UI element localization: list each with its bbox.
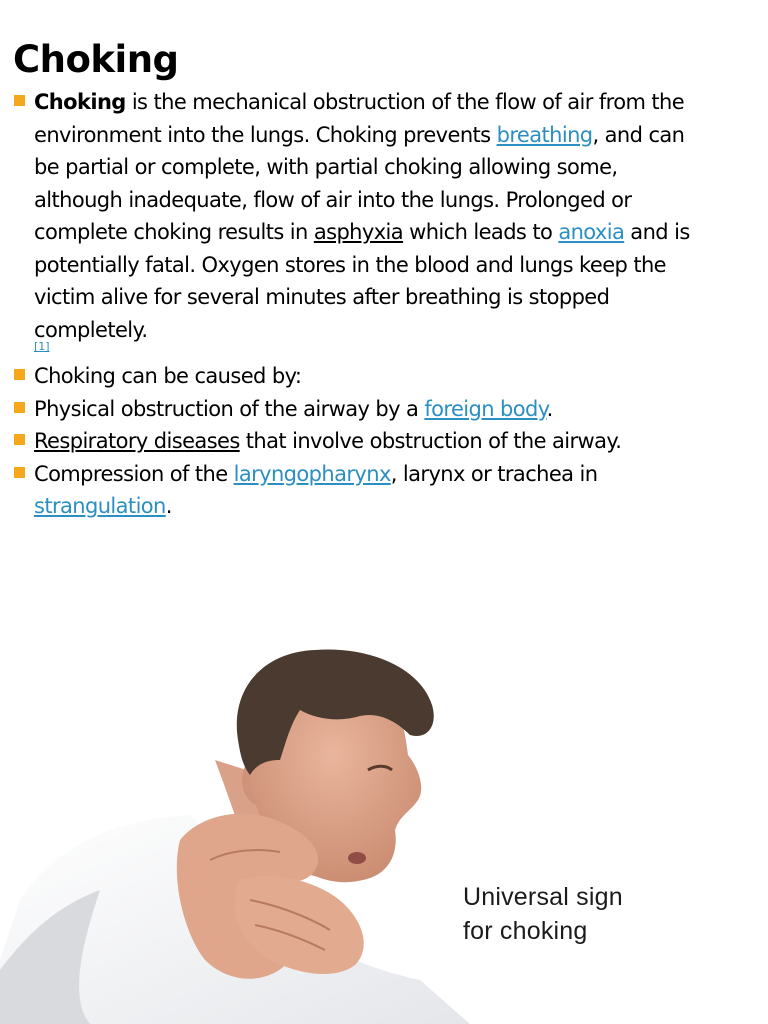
slide-title: Choking — [13, 38, 179, 81]
compression-text-2: , larynx or trachea in — [390, 461, 598, 486]
bullet-item-definition — [13, 86, 693, 354]
mouth-shape — [348, 852, 366, 864]
definition-text-2: , and can be partial or complete, with partial choking allowing some, although inadequate, flow of air into the lungs. Prolonged or complete choking results in — [34, 122, 685, 244]
choking-illustration — [0, 620, 768, 1024]
respiratory-diseases-term: Respiratory diseases — [34, 429, 240, 453]
square-bullet-icon — [14, 95, 25, 106]
laryngopharynx-link[interactable]: laryngopharynx — [233, 461, 391, 486]
asphyxia-term: asphyxia — [313, 220, 404, 244]
respiratory-diseases-text: that involve obstruction of the airway. — [239, 429, 622, 453]
physical-obstruction-text: Physical obstruction of the airway by a — [34, 396, 425, 421]
causes-intro-text: Choking can be caused by: — [34, 364, 302, 388]
anoxia-link[interactable]: anoxia — [558, 220, 625, 244]
bullet-item-physical-obstruction — [13, 393, 693, 426]
definition-text-4: and is potentially fatal. Oxygen stores in the blood and lungs keep the victim alive for several minutes after breathing is stopped completely. — [34, 220, 690, 342]
strangulation-link[interactable]: strangulation — [34, 494, 166, 518]
reference-link[interactable]: [1] — [34, 340, 50, 353]
breathing-link[interactable]: breathing — [496, 122, 593, 147]
caption-line-1: Universal sign — [463, 883, 623, 911]
compression-text-1: Compression of the — [34, 461, 234, 486]
compression-text-3: . — [165, 494, 172, 518]
physical-obstruction-end: . — [546, 396, 553, 421]
square-bullet-icon — [14, 434, 25, 445]
bullet-list — [13, 86, 693, 523]
bullet-item-causes-intro — [13, 360, 693, 393]
image-caption — [463, 880, 623, 948]
choking-term: Choking — [34, 90, 126, 114]
reference-note — [34, 340, 693, 354]
square-bullet-icon — [14, 467, 25, 478]
caption-line-2: for choking — [463, 917, 588, 945]
definition-text-3: which leads to — [403, 220, 559, 244]
foreign-body-link[interactable]: foreign body — [424, 396, 547, 421]
bullet-item-compression — [13, 458, 693, 523]
square-bullet-icon — [14, 402, 25, 413]
definition-text-1: is the mechanical obstruction of the flow of air from the environment into the lungs. Choking prevents — [34, 90, 685, 147]
square-bullet-icon — [14, 369, 25, 380]
bullet-item-respiratory-diseases — [13, 425, 693, 458]
